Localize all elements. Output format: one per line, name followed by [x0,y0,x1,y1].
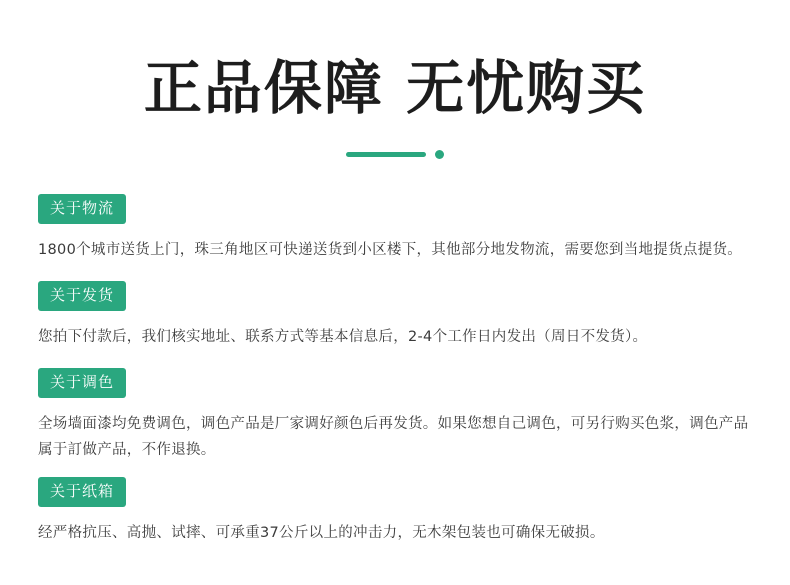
title-divider [0,148,790,162]
section-tag-carton: 关于纸箱 [38,477,126,507]
info-sections [0,194,790,546]
section-logistics [38,194,752,263]
divider-line [346,152,426,157]
section-text-carton: 经严格抗压、高抛、试摔、可承重37公斤以上的冲击力，无木架包装也可确保无破损。 [38,524,605,541]
section-tag-shipping: 关于发货 [38,281,126,311]
section-tinting [38,368,752,463]
section-tag-logistics: 关于物流 [38,194,126,224]
section-text-logistics: 1800个城市送货上门，珠三角地区可快递送货到小区楼下，其他部分地发物流，需要您到当地提货点提货。 [38,241,743,258]
section-tag-tinting: 关于调色 [38,368,126,398]
section-shipping [38,281,752,350]
page-title: 正品保障 无忧购买 [143,54,647,122]
section-carton [38,477,752,546]
section-text-shipping: 您拍下付款后，我们核实地址、联系方式等基本信息后，2-4个工作日内发出（周日不发货）。 [38,328,648,345]
section-text-tinting: 全场墙面漆均免费调色，调色产品是厂家调好颜色后再发货。如果您想自己调色，可另行购买色浆，调色产品属于訂做产品，不作退换。 [38,415,749,458]
divider-dot [435,150,444,159]
